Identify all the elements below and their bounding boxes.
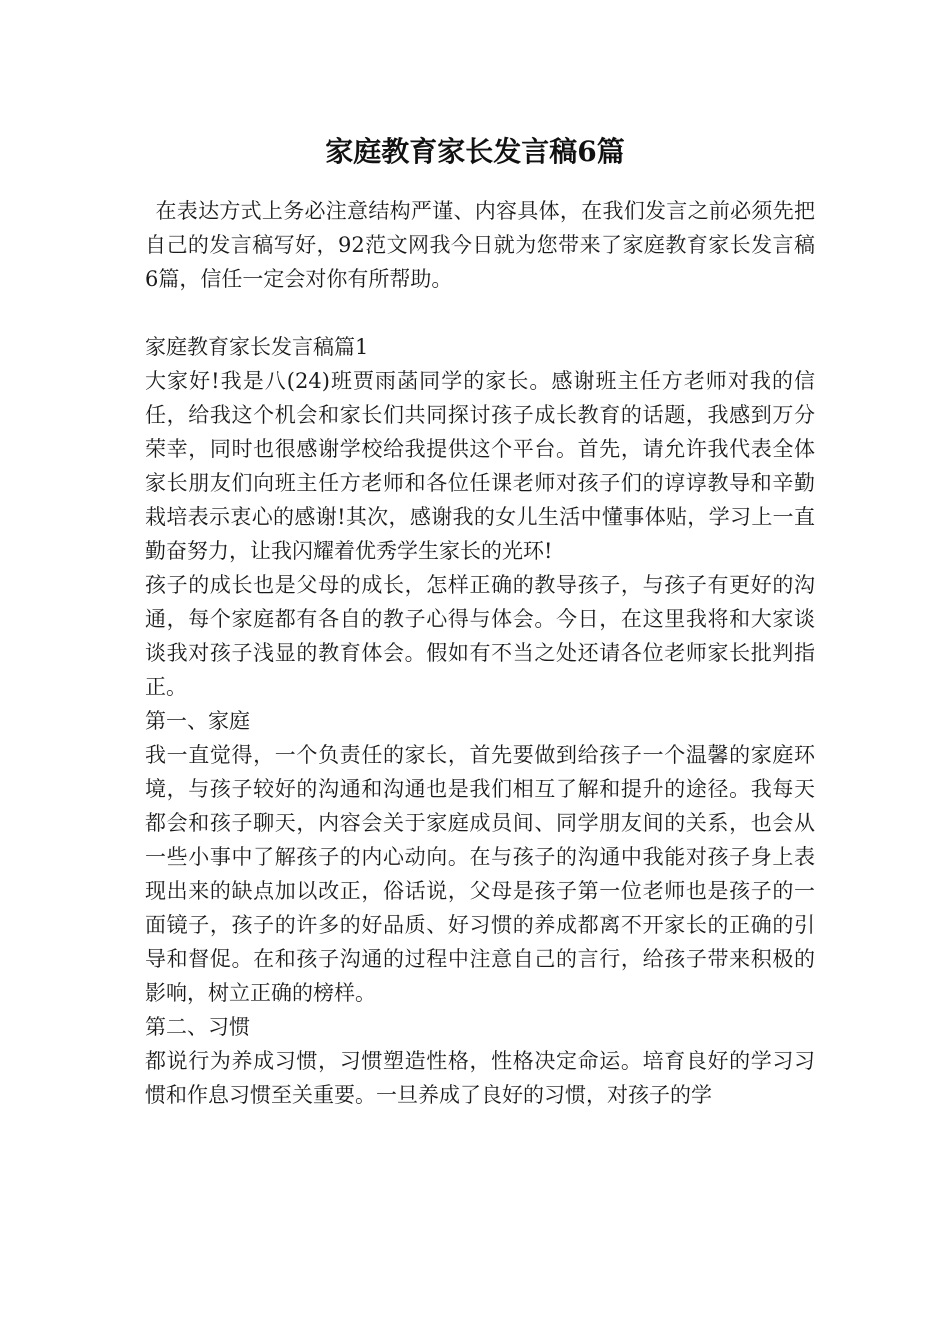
intro-paragraph: 在表达方式上务必注意结构严谨、内容具体，在我们发言之前必须先把自己的发言稿写好，92范文网我今日就为您带来了家庭教育家长发言稿6篇，信任一定会对你有所帮助。 [145, 199, 815, 291]
body-paragraph: 大家好!我是八(24)班贾雨菡同学的家长。感谢班主任方老师对我的信任，给我这个机会和家长们共同探讨孩子成长教育的话题，我感到万分荣幸，同时也很感谢学校给我提供这个平台。首先，请允许我代表全体家长朋友们向班主任方老师和各位任课老师对孩子们的谆谆教导和辛勤栽培表示衷心的感谢!其次，感谢我的女儿生活中懂事体贴，学习上一直勤奋努力，让我闪耀着优秀学生家长的光环! [145, 369, 815, 563]
paragraph-spacer [145, 296, 815, 330]
subheading-family: 第一、家庭 [145, 709, 250, 733]
body-paragraph: 孩子的成长也是父母的成长，怎样正确的教导孩子，与孩子有更好的沟通，每个家庭都有各自的教子心得与体会。今日，在这里我将和大家谈谈我对孩子浅显的教育体会。假如有不当之处还请各位老师家长批判指正。 [145, 573, 815, 699]
section-heading: 家庭教育家长发言稿篇1 [145, 335, 369, 359]
subheading-habit: 第二、习惯 [145, 1015, 250, 1039]
document-body [145, 194, 815, 1112]
body-paragraph: 我一直觉得，一个负责任的家长，首先要做到给孩子一个温馨的家庭环境，与孩子较好的沟通和沟通也是我们相互了解和提升的途径。我每天都会和孩子聊天，内容会关于家庭成员间、同学朋友间的关系，也会从一些小事中了解孩子的内心动向。在与孩子的沟通中我能对孩子身上表现出来的缺点加以改正，俗话说，父母是孩子第一位老师也是孩子的一面镜子，孩子的许多的好品质、好习惯的养成都离不开家长的正确的引导和督促。在和孩子沟通的过程中注意自己的言行，给孩子带来积极的影响，树立正确的榜样。 [145, 743, 815, 1005]
body-paragraph: 都说行为养成习惯，习惯塑造性格，性格决定命运。培育良好的学习习惯和作息习惯至关重要。一旦养成了良好的习惯，对孩子的学 [145, 1049, 815, 1107]
document-title: 家庭教育家长发言稿6篇 [325, 135, 625, 168]
